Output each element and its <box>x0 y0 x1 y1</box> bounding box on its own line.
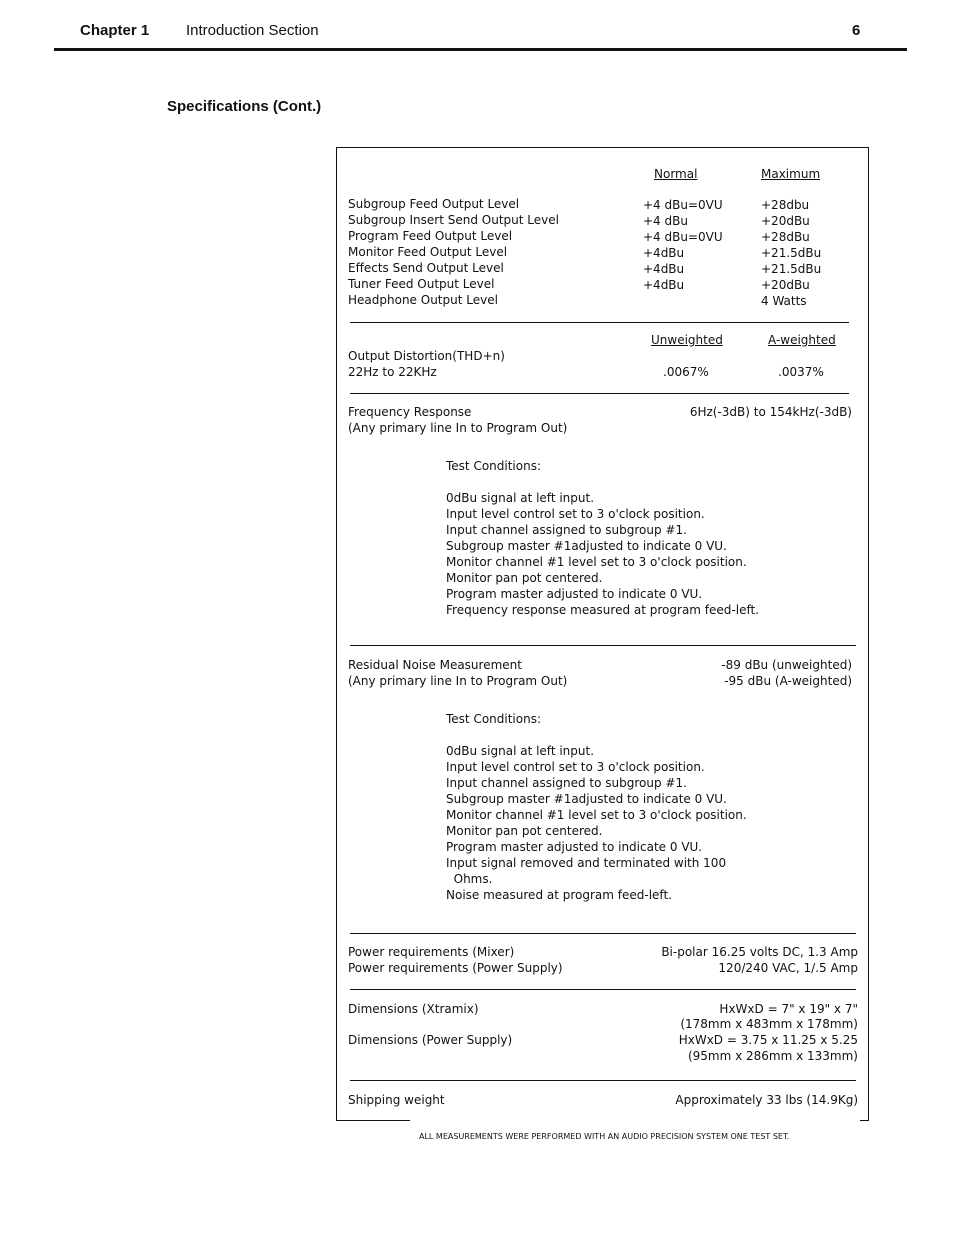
test-condition-item: 0dBu signal at left input. <box>446 491 595 505</box>
output-level-maximum: +20dBu <box>761 214 810 228</box>
test-condition-item: Program master adjusted to indicate 0 VU. <box>446 840 703 854</box>
power-mixer-value: Bi-polar 16.25 volts DC, 1.3 Amp <box>661 945 858 959</box>
dimensions-xtramix-metric: (178mm x 483mm x 178mm) <box>680 1017 858 1031</box>
distortion-label: Output Distortion(THD+n) <box>348 349 505 363</box>
output-level-label: Effects Send Output Level <box>348 261 504 275</box>
output-level-label: Headphone Output Level <box>348 293 498 307</box>
test-condition-item: Monitor pan pot centered. <box>446 824 603 838</box>
divider <box>350 322 849 323</box>
distortion-unweighted: .0067% <box>663 365 709 379</box>
frequency-label: Frequency Response <box>348 405 472 419</box>
test-condition-item: Frequency response measured at program feed-left. <box>446 603 759 617</box>
noise-value-unweighted: -89 dBu (unweighted) <box>721 658 852 672</box>
divider <box>350 645 856 646</box>
dimensions-xtramix-imperial: HxWxD = 7" x 19" x 7" <box>719 1002 858 1016</box>
output-level-normal: +4 dBu=0VU <box>643 230 723 244</box>
box-bottom-gap <box>410 1119 860 1122</box>
output-level-maximum: +28dbu <box>761 198 810 212</box>
col-normal-header: Normal <box>654 167 698 181</box>
output-level-normal: +4dBu <box>643 262 685 276</box>
chapter-label: Chapter 1 <box>80 22 150 39</box>
footnote: ALL MEASUREMENTS WERE PERFORMED WITH AN AUDIO PRECISION SYSTEM ONE TEST SET. <box>419 1132 790 1141</box>
output-level-label: Monitor Feed Output Level <box>348 245 508 259</box>
distortion-range: 22Hz to 22KHz <box>348 365 437 379</box>
frequency-sublabel: (Any primary line In to Program Out) <box>348 421 568 435</box>
divider <box>350 1080 856 1081</box>
test-condition-item: Input level control set to 3 o'clock position. <box>446 760 705 774</box>
page-number: 6 <box>852 22 861 39</box>
test-condition-item: Input channel assigned to subgroup #1. <box>446 776 687 790</box>
section-name: Introduction Section <box>186 22 319 39</box>
dimensions-psu-imperial: HxWxD = 3.75 x 11.25 x 5.25 <box>678 1033 858 1047</box>
output-level-normal: +4dBu <box>643 246 685 260</box>
output-level-normal: +4 dBu=0VU <box>643 198 723 212</box>
output-level-normal: +4dBu <box>643 278 685 292</box>
distortion-aweighted: .0037% <box>778 365 824 379</box>
test-condition-item: Input signal removed and terminated with 100 <box>446 856 727 870</box>
spec-table <box>336 147 869 1121</box>
power-mixer-label: Power requirements (Mixer) <box>348 945 515 959</box>
col-maximum-header: Maximum <box>761 167 821 181</box>
output-level-maximum: +21.5dBu <box>761 262 822 276</box>
output-level-label: Subgroup Insert Send Output Level <box>348 213 559 227</box>
test-condition-item: Subgroup master #1adjusted to indicate 0 VU. <box>446 539 727 553</box>
divider <box>350 933 856 934</box>
frequency-value: 6Hz(-3dB) to 154kHz(-3dB) <box>689 405 852 419</box>
test-condition-item: Input level control set to 3 o'clock position. <box>446 507 705 521</box>
test-condition-item: Noise measured at program feed-left. <box>446 888 672 902</box>
noise-value-aweighted: -95 dBu (A-weighted) <box>724 674 852 688</box>
col-unweighted-header: Unweighted <box>651 333 723 347</box>
noise-label: Residual Noise Measurement <box>348 658 522 672</box>
shipping-label: Shipping weight <box>348 1093 445 1107</box>
test-condition-item: 0dBu signal at left input. <box>446 744 595 758</box>
test-condition-item: Program master adjusted to indicate 0 VU. <box>446 587 703 601</box>
noise-conditions-title: Test Conditions: <box>446 712 542 726</box>
output-level-maximum: 4 Watts <box>761 294 807 308</box>
noise-sublabel: (Any primary line In to Program Out) <box>348 674 568 688</box>
test-condition-item: Monitor pan pot centered. <box>446 571 603 585</box>
dimensions-psu-label: Dimensions (Power Supply) <box>348 1033 513 1047</box>
section-title: Specifications (Cont.) <box>167 98 322 115</box>
test-condition-item: Ohms. <box>446 872 493 886</box>
freq-conditions-title: Test Conditions: <box>446 459 542 473</box>
shipping-value: Approximately 33 lbs (14.9Kg) <box>675 1093 858 1107</box>
output-level-label: Tuner Feed Output Level <box>348 277 495 291</box>
dimensions-xtramix-label: Dimensions (Xtramix) <box>348 1002 479 1016</box>
output-level-normal: +4 dBu <box>643 214 688 228</box>
output-level-maximum: +28dBu <box>761 230 810 244</box>
output-level-maximum: +20dBu <box>761 278 810 292</box>
dimensions-psu-metric: (95mm x 286mm x 133mm) <box>687 1049 858 1063</box>
col-aweighted-header: A-weighted <box>768 333 836 347</box>
test-condition-item: Input channel assigned to subgroup #1. <box>446 523 687 537</box>
divider <box>350 989 856 990</box>
power-supply-label: Power requirements (Power Supply) <box>348 961 563 975</box>
output-level-maximum: +21.5dBu <box>761 246 822 260</box>
output-level-label: Program Feed Output Level <box>348 229 513 243</box>
test-condition-item: Subgroup master #1adjusted to indicate 0 VU. <box>446 792 727 806</box>
divider <box>350 393 849 394</box>
header-rule <box>54 48 907 51</box>
output-level-label: Subgroup Feed Output Level <box>348 197 520 211</box>
test-condition-item: Monitor channel #1 level set to 3 o'clock position. <box>446 555 747 569</box>
test-condition-item: Monitor channel #1 level set to 3 o'clock position. <box>446 808 747 822</box>
power-supply-value: 120/240 VAC, 1/.5 Amp <box>718 961 858 975</box>
